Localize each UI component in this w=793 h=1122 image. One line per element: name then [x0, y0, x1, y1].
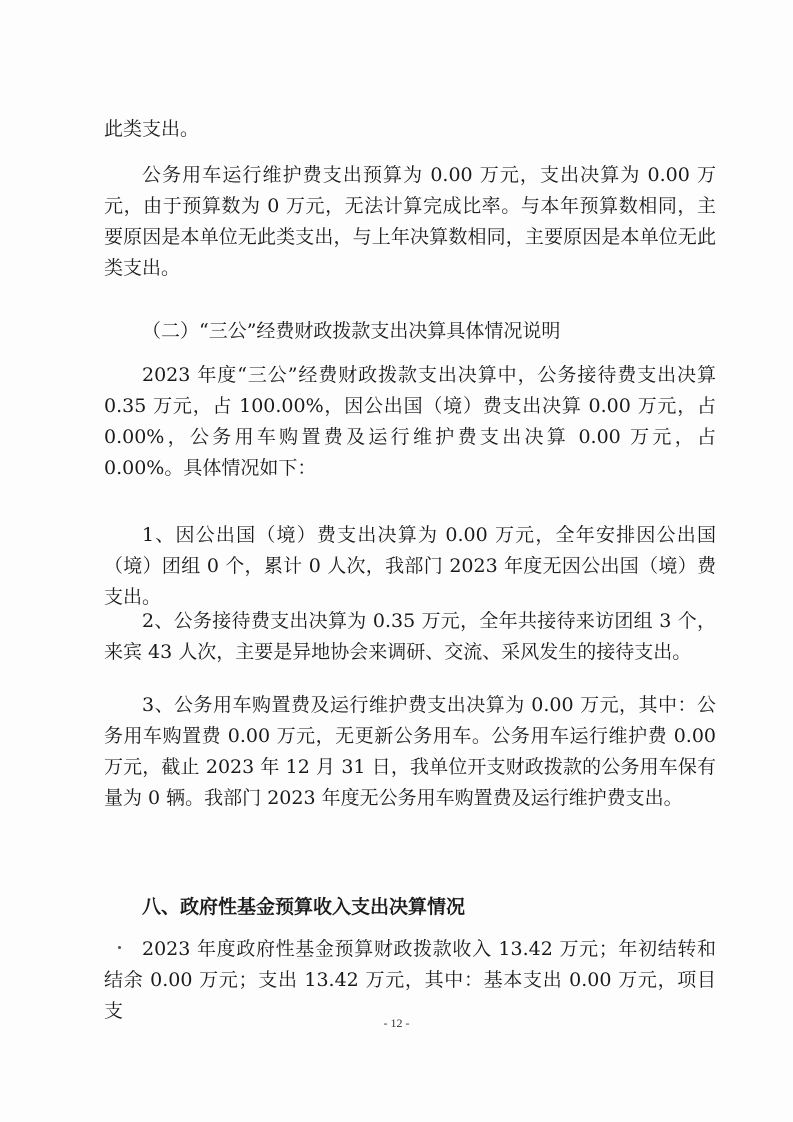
- paragraph-continuation: [104, 114, 716, 145]
- paragraph-7: 3、公务用车购置费及运行维护费支出决算为 0.00 万元，其中：公务用车购置费 0.00 万元，无更新公务用车。公务用车运行维护费 0.00 万元，截止 2023 年 12 月 31 日，我单位开支财政拨款的公务用车保有量为 0 辆。我部门 2023 年度无公务用车购置费及运行维护费支出。: [104, 694, 716, 809]
- paragraph-6: 2、公务接待费支出决算为 0.35 万元，全年共接待来访团组 3 个，来宾 43 人次，主要是异地协会来调研、交流、采风发生的接待支出。: [104, 610, 716, 663]
- subsection-title: （二）“三公”经费财政拨款支出决算具体情况说明: [142, 320, 561, 342]
- paragraph-reception: [104, 606, 716, 668]
- scan-speck: [118, 946, 121, 949]
- subsection-heading: [104, 316, 716, 347]
- paragraph-9: 2023 年度政府性基金预算财政拨款收入 13.42 万元；年初结转和结余 0.00 万元；支出 13.42 万元，其中：基本支出 0.00 万元，项目支: [104, 938, 716, 1022]
- section-title: 八、政府性基金预算收入支出决算情况: [142, 896, 466, 918]
- paragraph-5: 1、因公出国（境）费支出决算为 0.00 万元，全年安排因公出国（境）团组 0 个，累计 0 人次，我部门 2023 年度无因公出国（境）费支出。: [104, 524, 716, 608]
- section-heading: [104, 892, 716, 923]
- paragraph-4: 2023 年度“三公”经费财政拨款支出决算中，公务接待费支出决算 0.35 万元，占 100.00%，因公出国（境）费支出决算 0.00 万元，占 0.00%，公务用车购置费及运行维护费支出决算 0.00 万元，占 0.00%。具体情况如下：: [104, 364, 716, 479]
- paragraph-government-fund: [104, 934, 716, 1027]
- paragraph-overseas: [104, 520, 716, 613]
- paragraph-three-public-overview: [104, 360, 716, 484]
- paragraph-2: 公务用车运行维护费支出预算为 0.00 万元，支出决算为 0.00 万元，由于预算数为 0 万元，无法计算完成比率。与本年预算数相同，主要原因是本单位无此类支出，与上年决算数相同，主要原因是本单位无此类支出。: [104, 164, 716, 279]
- paragraph-1: 此类支出。: [104, 118, 200, 140]
- page-number: - 12 -: [383, 1016, 410, 1030]
- paragraph-vehicle-maintenance: [104, 160, 716, 284]
- paragraph-vehicles: [104, 690, 716, 814]
